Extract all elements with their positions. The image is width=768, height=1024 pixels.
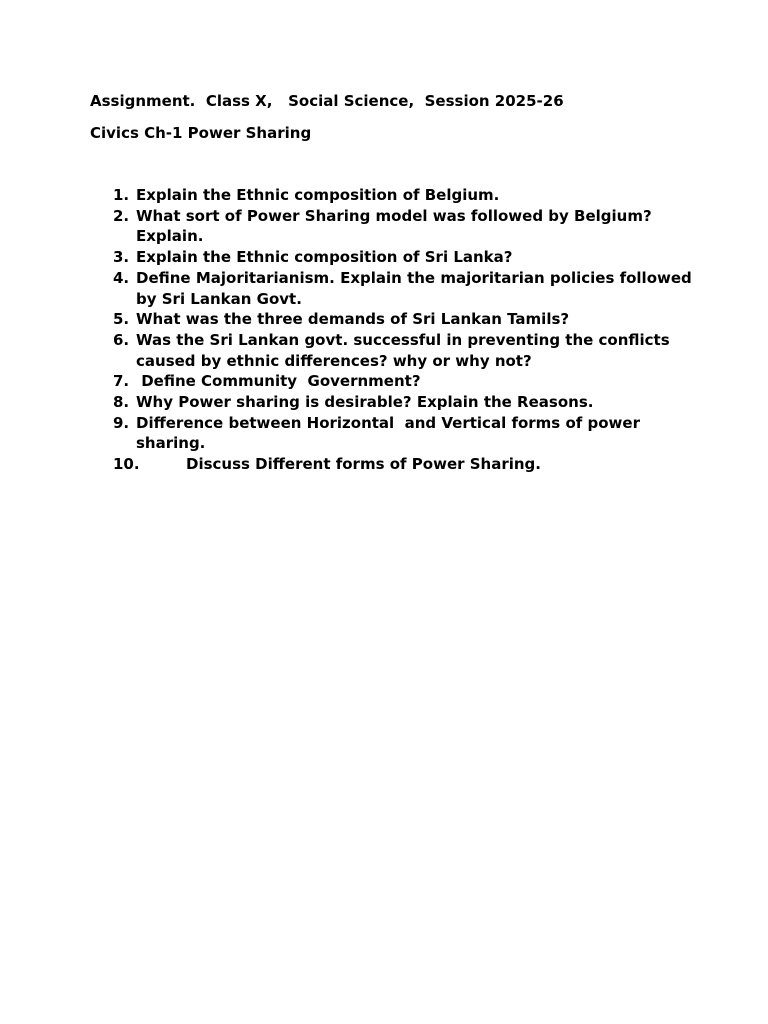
question-text: Define Community Government? — [136, 372, 421, 391]
question-text: Why Power sharing is desirable? Explain the Reasons. — [136, 393, 594, 412]
question-number: 3. — [113, 248, 130, 267]
question-number: 2. — [113, 206, 130, 225]
question-number: 10. — [113, 455, 140, 474]
question-item — [0, 413, 696, 454]
question-text: What was the three demands of Sri Lankan Tamils? — [136, 310, 570, 329]
question-item — [0, 206, 696, 247]
question-item — [0, 268, 696, 309]
question-item — [0, 185, 696, 206]
question-text: Define Majoritarianism. Explain the majoritarian policies followed by Sri Lankan Govt. — [136, 268, 698, 308]
chapter-heading: Civics Ch-1 Power Sharing — [90, 124, 312, 142]
question-item — [0, 371, 696, 392]
assignment-heading: Assignment. Class X, Social Science, Session 2025-26 — [90, 92, 564, 110]
question-number: 1. — [113, 186, 130, 204]
question-number: 6. — [113, 330, 130, 349]
question-number: 7. — [113, 372, 130, 391]
question-text: Explain the Ethnic composition of Sri Lanka? — [136, 248, 513, 267]
question-number: 5. — [113, 310, 130, 329]
question-list — [0, 185, 768, 475]
question-item — [0, 454, 746, 475]
question-text: Difference between Horizontal and Vertical forms of power sharing. — [136, 413, 646, 453]
question-number: 8. — [113, 393, 130, 412]
question-text: What sort of Power Sharing model was followed by Belgium? Explain. — [136, 206, 657, 246]
question-number: 4. — [113, 268, 130, 287]
question-text: Explain the Ethnic composition of Belgium. — [136, 186, 500, 204]
question-number: 9. — [113, 413, 130, 432]
question-item — [0, 330, 696, 371]
question-text: Discuss Different forms of Power Sharing. — [186, 455, 541, 474]
question-item — [0, 309, 696, 330]
question-item — [0, 247, 696, 268]
question-text: Was the Sri Lankan govt. successful in preventing the conflicts caused by ethnic differences? why or why not? — [136, 330, 675, 370]
question-item — [0, 392, 696, 413]
